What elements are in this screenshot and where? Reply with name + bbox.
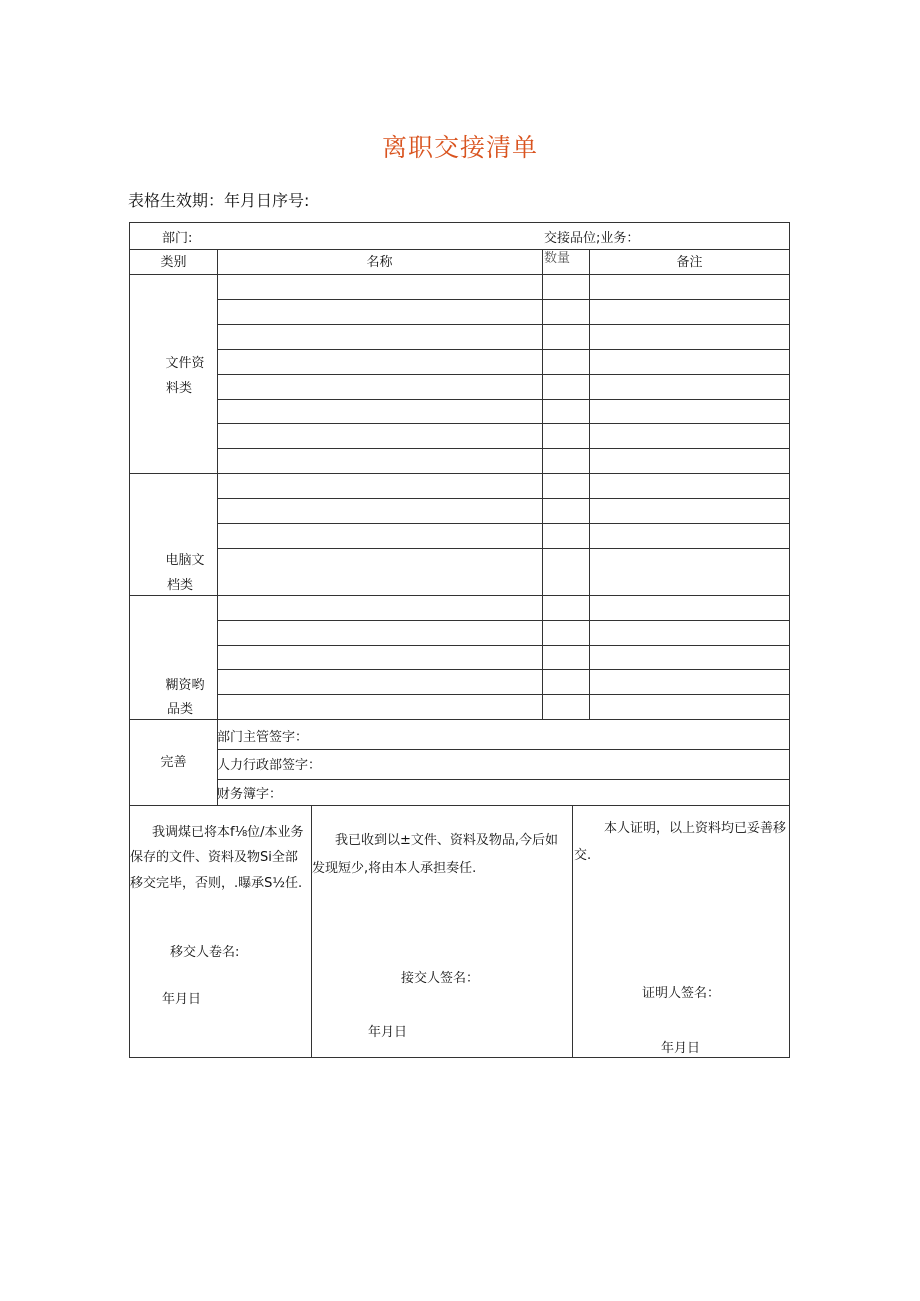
- handover-date: 年月日: [162, 992, 202, 1007]
- dept-head-signature: 部门主管签字：: [217, 730, 309, 745]
- row-line: [217, 548, 790, 549]
- col-header-quantity: 数量: [544, 251, 571, 266]
- handover-table: [129, 222, 790, 1058]
- col-line: [542, 249, 543, 719]
- row-line: [130, 473, 790, 474]
- col-line: [572, 805, 573, 1058]
- category-signoff: 完善: [160, 755, 187, 770]
- category-docs-line2: 料类: [165, 381, 192, 396]
- category-items-line1: 糊资哟: [165, 678, 205, 693]
- receiver-statement-line1: 我已收到以±文件、资料及物品,今后如: [335, 833, 559, 848]
- col-line: [311, 805, 312, 1058]
- receiver-signature: 接交人签名：: [401, 971, 480, 986]
- category-items-line2: 品类: [166, 702, 193, 717]
- row-line: [217, 399, 790, 400]
- witness-statement-line2: 交.: [574, 848, 592, 863]
- witness-statement-line1: 本人证明，以上资料均已妥善移: [604, 821, 787, 836]
- page-title: 离职交接清单: [381, 133, 538, 162]
- row-line: [217, 694, 790, 695]
- col-header-category: 类别: [160, 255, 187, 270]
- col-header-name: 名称: [366, 255, 393, 270]
- row-line: [217, 498, 790, 499]
- witness-date: 年月日: [661, 1041, 701, 1056]
- handover-statement-line2: 保存的文件、资料及物Si全部: [130, 850, 298, 865]
- finance-signature: 财务簿字：: [217, 787, 283, 802]
- row-line: [217, 324, 790, 325]
- category-computer-line2: 档类: [166, 578, 193, 593]
- row-line: [217, 779, 790, 780]
- row-line: [217, 349, 790, 350]
- row-line: [217, 669, 790, 670]
- row-line: [217, 299, 790, 300]
- receiver-date: 年月日: [368, 1025, 408, 1040]
- handover-signature: 移交人卷名:: [170, 945, 240, 960]
- witness-signature: 证明人签名：: [642, 986, 721, 1001]
- col-header-remark: 备注: [676, 255, 703, 270]
- row-line: [217, 374, 790, 375]
- form-meta: 表格生效期：年月日序号:: [128, 191, 310, 210]
- category-computer-line1: 电脑文: [165, 553, 205, 568]
- col-line: [589, 249, 590, 719]
- row-line: [217, 620, 790, 621]
- row-line: [217, 523, 790, 524]
- position-label: 交接品位;业务：: [544, 231, 640, 246]
- dept-label: 部门:: [162, 231, 193, 246]
- category-docs-line1: 文件资: [165, 356, 205, 371]
- handover-statement-line3: 移交完毕，否则，.曝承S½任.: [130, 876, 303, 891]
- row-line: [217, 645, 790, 646]
- row-line: [217, 423, 790, 424]
- hr-signature: 人力行政部签字：: [217, 758, 322, 773]
- row-line: [217, 448, 790, 449]
- handover-statement-line1: 我调煤已将本f⅛位/本业务: [152, 825, 304, 840]
- receiver-statement-line2: 发现短少,将由本人承担奏任.: [312, 861, 477, 876]
